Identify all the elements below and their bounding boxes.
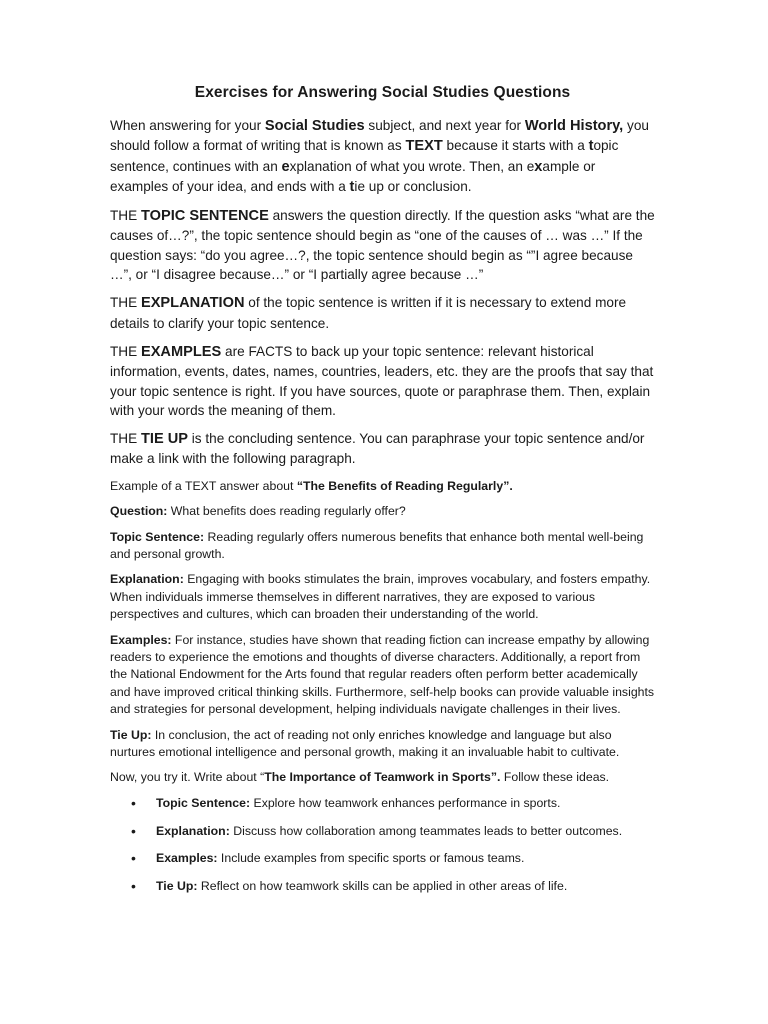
letter-t: t [588,138,594,155]
term-social-studies: Social Studies [264,118,365,134]
topic-text: Reading regularly offers numerous benefits that enhance both mental well-being and personal growth. [110,529,644,561]
text-run: of the topic sentence is written if it is necessary to extend more details to clarify your topic sentence. [110,295,627,331]
text-run: are FACTS to back up your topic sentence: relevant historical information, events, dates, names, countries, leaders, etc. they are the proofs that say that your topic sentence is right. If you have sources, quote or paraphrase them. Then, explain with your words the meaning of them. [110,343,654,418]
text-run: because it starts with a [442,138,589,154]
question-text: What benefits does reading regularly offer? [167,504,406,519]
text-run: subject, and next year for [364,118,525,133]
ideas-list [110,795,655,896]
list-item [110,850,655,867]
list-item [110,878,655,895]
term-explanation: EXPLANATION [140,295,245,312]
examples-paragraph [110,342,655,420]
term-tie-up: TIE UP [140,431,188,448]
example-examples [110,632,655,719]
idea-label: Examples: [156,851,218,866]
letter-t: t [349,178,355,195]
idea-text: Explore how teamwork enhances performance in sports. [250,795,561,810]
text-run: THE [110,208,141,224]
text-run: you should follow a format of writing that is known as [110,118,649,154]
explanation-label: Explanation: [110,572,184,587]
intro-section [110,116,655,469]
example-intro [110,478,655,495]
bullet-icon: • [131,850,136,867]
text-run: answers the question directly. If the question asks “what are the causes of…?”, the topic sentence should begin as “one of the causes of … was …” If the question says: “do you agree…?, the topic sentence should begin as “”I agree because …”, or “I disagree because…” or “I partially agree because …” [110,208,655,283]
text-run: THE [110,343,141,359]
example-explanation [110,571,655,623]
text-run: is the concluding sentence. You can paraphrase your topic sentence and/or make a link with the following paragraph. [110,431,645,467]
text-run: xplanation of what you wrote. Then, an e [289,158,535,174]
text-run: When answering for your [110,118,265,133]
text-run: ample or examples of your idea, and ends with a [110,158,596,194]
tie-up-label: Tie Up: [110,727,152,742]
tie-up-text: In conclusion, the act of reading not only enriches knowledge and language but also nurtures emotional intelligence and personal growth, making it an invaluable habit to cultivate. [110,727,620,760]
idea-text: Reflect on how teamwork skills can be applied in other areas of life. [197,878,568,893]
explanation-paragraph [110,293,655,333]
tie-up-paragraph [110,429,655,469]
intro-paragraph [110,116,655,197]
idea-label: Explanation: [156,823,230,838]
text-run: THE [110,431,141,447]
example-topic-sentence [110,529,655,564]
term-world-history: World History, [524,118,624,134]
task-title: The Importance of Teamwork in Sports”. [264,770,501,785]
explanation-text: Engaging with books stimulates the brain, improves vocabulary, and fosters empathy. When individuals immerse themselves in different narratives, they are exposed to various perspectives and cultures, which can broaden their understanding of the world. [110,572,651,622]
examples-text: For instance, studies have shown that reading fiction can increase empathy by allowing readers to experience the emotions and thoughts of diverse characters. Additionally, a report from the National Endowment for the Arts found that regular readers often perform better academically and have improved critical thinking skills. Furthermore, self-help books can provide valuable insights and strategies for personal development, helping individuals navigate challenges in their lives. [110,632,655,717]
text-run: ie up or conclusion. [354,178,472,194]
text-run: Follow these ideas. [500,770,610,785]
idea-text: Discuss how collaboration among teammates leads to better outcomes. [229,823,623,838]
letter-x: x [534,158,543,175]
task-instruction [110,769,655,786]
document-title: Exercises for Answering Social Studies Questions [194,84,571,101]
example-title: “The Benefits of Reading Regularly”. [296,478,513,493]
letter-e: e [281,158,290,175]
bullet-icon: • [131,794,136,811]
topic-label: Topic Sentence: [110,529,205,544]
bullet-icon: • [131,822,136,839]
idea-text: Include examples from specific sports or famous teams. [217,851,525,866]
term-topic-sentence: TOPIC SENTENCE [140,208,269,225]
idea-label: Topic Sentence: [156,795,251,810]
text-run: opic sentence, continues with an [110,138,619,174]
text-run: THE [110,295,141,311]
term-text: TEXT [405,138,443,155]
document-page [110,84,655,906]
list-item [110,795,655,812]
topic-sentence-paragraph [110,206,655,284]
term-examples: EXAMPLES [140,343,222,360]
bullet-icon: • [131,877,136,894]
idea-label: Tie Up: [156,878,198,893]
example-tie-up [110,727,655,762]
example-question [110,503,655,520]
question-label: Question: [110,504,168,519]
examples-label: Examples: [110,632,172,647]
example-section [110,478,655,896]
text-run: Now, you try it. Write about “ [110,770,265,785]
text-run: Example of a TEXT answer about [110,478,297,493]
list-item [110,823,655,840]
